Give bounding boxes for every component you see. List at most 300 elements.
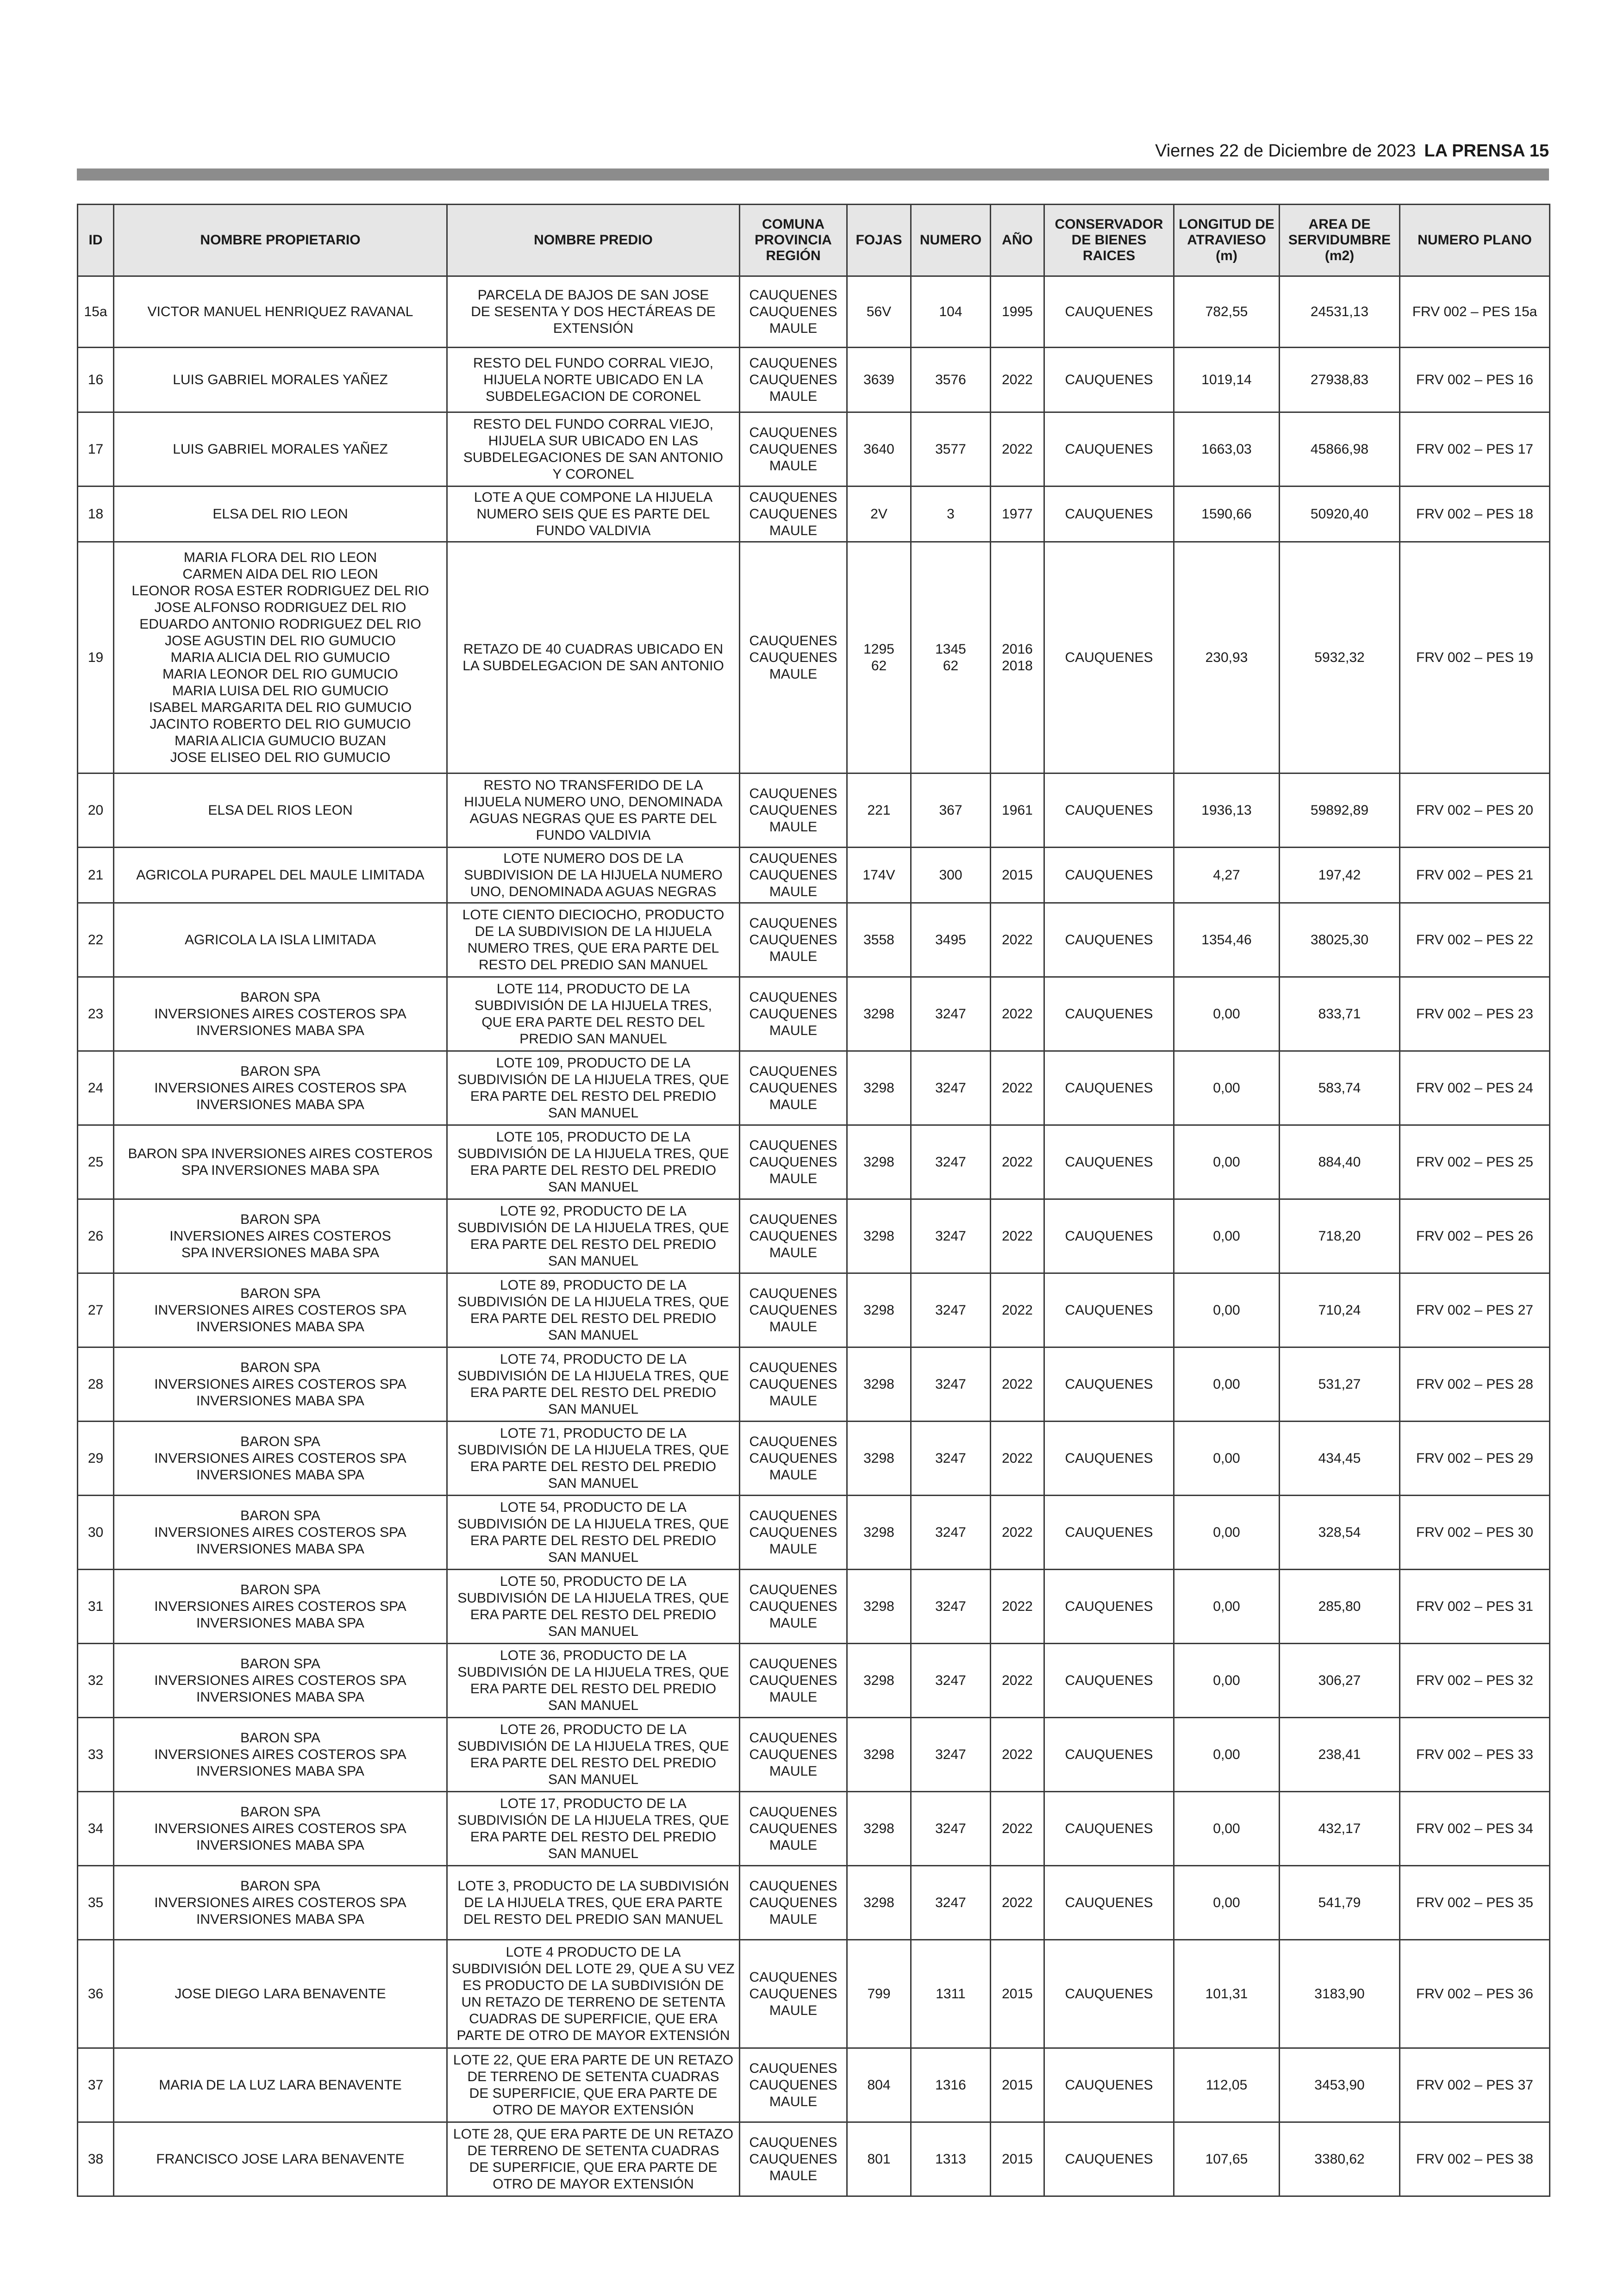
- cell-fojas: 799: [847, 1940, 911, 2048]
- cell-comuna: CAUQUENES CAUQUENES MAULE: [740, 348, 847, 412]
- cell-id: 34: [78, 1792, 114, 1866]
- cell-property-name: RETAZO DE 40 CUADRAS UBICADO EN LA SUBDELEGACION DE SAN ANTONIO: [447, 542, 740, 773]
- cell-length: 4,27: [1174, 848, 1280, 903]
- table-row: [78, 412, 1550, 486]
- cell-owner-name: BARON SPA INVERSIONES AIRES COSTEROS SPA INVERSIONES MABA SPA: [114, 977, 447, 1051]
- cell-owner-name: LUIS GABRIEL MORALES YAÑEZ: [114, 412, 447, 486]
- cell-numero: 3247: [911, 1051, 991, 1125]
- cell-owner-name: AGRICOLA LA ISLA LIMITADA: [114, 903, 447, 977]
- cell-property-name: RESTO DEL FUNDO CORRAL VIEJO, HIJUELA SUR UBICADO EN LAS SUBDELEGACIONES DE SAN ANTONIO Y CORONEL: [447, 412, 740, 486]
- cell-plan-number: FRV 002 – PES 31: [1400, 1570, 1550, 1644]
- cell-owner-name: BARON SPA INVERSIONES AIRES COSTEROS SPA INVERSIONES MABA SPA: [114, 1792, 447, 1866]
- cell-owner-name: BARON SPA INVERSIONES AIRES COSTEROS SPA INVERSIONES MABA SPA: [114, 1644, 447, 1718]
- cell-id: 32: [78, 1644, 114, 1718]
- cell-area: 583,74: [1280, 1051, 1400, 1125]
- column-header-property-name: NOMBRE PREDIO: [447, 205, 740, 276]
- table-row: [78, 903, 1550, 977]
- cell-year: 1995: [991, 276, 1044, 348]
- cell-conservador: CAUQUENES: [1044, 1644, 1174, 1718]
- cell-area: 38025,30: [1280, 903, 1400, 977]
- cell-length: 0,00: [1174, 977, 1280, 1051]
- cell-numero: 1316: [911, 2048, 991, 2122]
- cell-area: 238,41: [1280, 1718, 1400, 1792]
- cell-fojas: 221: [847, 773, 911, 848]
- cell-area: 27938,83: [1280, 348, 1400, 412]
- cell-numero: 3247: [911, 1422, 991, 1496]
- cell-conservador: CAUQUENES: [1044, 1792, 1174, 1866]
- cell-length: 0,00: [1174, 1347, 1280, 1422]
- cell-fojas: 3298: [847, 1422, 911, 1496]
- cell-fojas: 804: [847, 2048, 911, 2122]
- cell-area: 328,54: [1280, 1496, 1400, 1570]
- cell-year: 2015: [991, 1940, 1044, 2048]
- cell-comuna: CAUQUENES CAUQUENES MAULE: [740, 2122, 847, 2196]
- cell-conservador: CAUQUENES: [1044, 1570, 1174, 1644]
- column-header-plan-number: NUMERO PLANO: [1400, 205, 1550, 276]
- cell-owner-name: BARON SPA INVERSIONES AIRES COSTEROS SPA INVERSIONES MABA SPA: [114, 1570, 447, 1644]
- cell-plan-number: FRV 002 – PES 24: [1400, 1051, 1550, 1125]
- cell-property-name: LOTE 92, PRODUCTO DE LA SUBDIVISIÓN DE LA HIJUELA TRES, QUE ERA PARTE DEL RESTO DEL PREDIO SAN MANUEL: [447, 1199, 740, 1273]
- cell-plan-number: FRV 002 – PES 21: [1400, 848, 1550, 903]
- cell-owner-name: ELSA DEL RIOS LEON: [114, 773, 447, 848]
- cell-comuna: CAUQUENES CAUQUENES MAULE: [740, 1422, 847, 1496]
- cell-area: 531,27: [1280, 1347, 1400, 1422]
- cell-plan-number: FRV 002 – PES 26: [1400, 1199, 1550, 1273]
- column-header-numero: NUMERO: [911, 205, 991, 276]
- cell-comuna: CAUQUENES CAUQUENES MAULE: [740, 1792, 847, 1866]
- cell-fojas: 3298: [847, 1051, 911, 1125]
- cell-numero: 3247: [911, 1570, 991, 1644]
- cell-plan-number: FRV 002 – PES 19: [1400, 542, 1550, 773]
- table-row: [78, 348, 1550, 412]
- cell-fojas: 1295 62: [847, 542, 911, 773]
- cell-comuna: CAUQUENES CAUQUENES MAULE: [740, 1347, 847, 1422]
- table-row: [78, 2122, 1550, 2196]
- cell-conservador: CAUQUENES: [1044, 2048, 1174, 2122]
- cell-year: 2022: [991, 348, 1044, 412]
- cell-area: 718,20: [1280, 1199, 1400, 1273]
- cell-length: 0,00: [1174, 1422, 1280, 1496]
- cell-property-name: LOTE 26, PRODUCTO DE LA SUBDIVISIÓN DE LA HIJUELA TRES, QUE ERA PARTE DEL RESTO DEL PREDIO SAN MANUEL: [447, 1718, 740, 1792]
- cell-length: 0,00: [1174, 1792, 1280, 1866]
- cell-conservador: CAUQUENES: [1044, 1866, 1174, 1940]
- cell-id: 33: [78, 1718, 114, 1792]
- cell-area: 3183,90: [1280, 1940, 1400, 2048]
- cell-area: 197,42: [1280, 848, 1400, 903]
- cell-fojas: 3640: [847, 412, 911, 486]
- cell-id: 35: [78, 1866, 114, 1940]
- cell-area: 45866,98: [1280, 412, 1400, 486]
- cell-owner-name: BARON SPA INVERSIONES AIRES COSTEROS SPA INVERSIONES MABA SPA: [114, 1866, 447, 1940]
- cell-comuna: CAUQUENES CAUQUENES MAULE: [740, 542, 847, 773]
- cell-conservador: CAUQUENES: [1044, 486, 1174, 542]
- cell-property-name: LOTE A QUE COMPONE LA HIJUELA NUMERO SEIS QUE ES PARTE DEL FUNDO VALDIVIA: [447, 486, 740, 542]
- cell-year: 2022: [991, 412, 1044, 486]
- cell-plan-number: FRV 002 – PES 23: [1400, 977, 1550, 1051]
- cell-owner-name: BARON SPA INVERSIONES AIRES COSTEROS SPA INVERSIONES MABA SPA: [114, 1718, 447, 1792]
- cell-comuna: CAUQUENES CAUQUENES MAULE: [740, 412, 847, 486]
- table-row: [78, 848, 1550, 903]
- cell-property-name: LOTE 36, PRODUCTO DE LA SUBDIVISIÓN DE LA HIJUELA TRES, QUE ERA PARTE DEL RESTO DEL PREDIO SAN MANUEL: [447, 1644, 740, 1718]
- cell-comuna: CAUQUENES CAUQUENES MAULE: [740, 1125, 847, 1199]
- table-row: [78, 2048, 1550, 2122]
- cell-numero: 3247: [911, 1125, 991, 1199]
- cell-id: 21: [78, 848, 114, 903]
- column-header-id: ID: [78, 205, 114, 276]
- cell-year: 2022: [991, 1422, 1044, 1496]
- cell-area: 59892,89: [1280, 773, 1400, 848]
- cell-year: 2022: [991, 1718, 1044, 1792]
- cell-owner-name: BARON SPA INVERSIONES AIRES COSTEROS SPA INVERSIONES MABA SPA: [114, 1199, 447, 1273]
- cell-owner-name: VICTOR MANUEL HENRIQUEZ RAVANAL: [114, 276, 447, 348]
- cell-area: 50920,40: [1280, 486, 1400, 542]
- cell-fojas: 2V: [847, 486, 911, 542]
- cell-year: 2022: [991, 1496, 1044, 1570]
- cell-plan-number: FRV 002 – PES 16: [1400, 348, 1550, 412]
- cell-length: 1663,03: [1174, 412, 1280, 486]
- cell-year: 2022: [991, 1199, 1044, 1273]
- page-header: [77, 139, 1549, 163]
- cell-comuna: CAUQUENES CAUQUENES MAULE: [740, 276, 847, 348]
- cell-length: 0,00: [1174, 1718, 1280, 1792]
- newspaper-page: LA PRENSA 15: [1424, 141, 1549, 161]
- cell-comuna: CAUQUENES CAUQUENES MAULE: [740, 773, 847, 848]
- cell-id: 18: [78, 486, 114, 542]
- cell-plan-number: FRV 002 – PES 27: [1400, 1273, 1550, 1347]
- cell-id: 28: [78, 1347, 114, 1422]
- cell-owner-name: BARON SPA INVERSIONES AIRES COSTEROS SPA INVERSIONES MABA SPA: [114, 1125, 447, 1199]
- cell-id: 30: [78, 1496, 114, 1570]
- cell-owner-name: MARIA FLORA DEL RIO LEON CARMEN AIDA DEL RIO LEON LEONOR ROSA ESTER RODRIGUEZ DEL RIO JOSE ALFONSO RODRIGUEZ DEL RIO EDUARDO ANTONIO RODRIGUEZ DEL RIO JOSE AGUSTIN DEL RIO GUMUCIO MARIA ALICIA DEL RIO GUMUCIO MARIA LEONOR DEL RIO GUMUCIO MARIA LUISA DEL RIO GUMUCIO ISABEL MARGARITA DEL RIO GUMUCIO JACINTO ROBERTO DEL RIO GUMUCIO MARIA ALICIA GUMUCIO BUZAN JOSE ELISEO DEL RIO GUMUCIO: [114, 542, 447, 773]
- cell-length: 1936,13: [1174, 773, 1280, 848]
- cell-comuna: CAUQUENES CAUQUENES MAULE: [740, 1570, 847, 1644]
- table-header: [78, 205, 1550, 276]
- table-row: [78, 1718, 1550, 1792]
- cell-length: 782,55: [1174, 276, 1280, 348]
- cell-comuna: CAUQUENES CAUQUENES MAULE: [740, 1644, 847, 1718]
- cell-comuna: CAUQUENES CAUQUENES MAULE: [740, 903, 847, 977]
- cell-numero: 3247: [911, 1199, 991, 1273]
- cell-numero: 3247: [911, 1644, 991, 1718]
- cell-conservador: CAUQUENES: [1044, 1347, 1174, 1422]
- cell-fojas: 3298: [847, 1866, 911, 1940]
- cell-comuna: CAUQUENES CAUQUENES MAULE: [740, 1273, 847, 1347]
- column-header-year: AÑO: [991, 205, 1044, 276]
- cell-conservador: CAUQUENES: [1044, 412, 1174, 486]
- cell-id: 24: [78, 1051, 114, 1125]
- cell-conservador: CAUQUENES: [1044, 773, 1174, 848]
- cell-id: 25: [78, 1125, 114, 1199]
- cell-year: 2022: [991, 1051, 1044, 1125]
- cell-property-name: LOTE 17, PRODUCTO DE LA SUBDIVISIÓN DE LA HIJUELA TRES, QUE ERA PARTE DEL RESTO DEL PREDIO SAN MANUEL: [447, 1792, 740, 1866]
- cell-fojas: 3298: [847, 1792, 911, 1866]
- cell-id: 16: [78, 348, 114, 412]
- cell-conservador: CAUQUENES: [1044, 276, 1174, 348]
- table-row: [78, 276, 1550, 348]
- cell-fojas: 3298: [847, 1570, 911, 1644]
- cell-conservador: CAUQUENES: [1044, 903, 1174, 977]
- table-row: [78, 977, 1550, 1051]
- cell-area: 710,24: [1280, 1273, 1400, 1347]
- table-row: [78, 1422, 1550, 1496]
- cell-numero: 3247: [911, 1496, 991, 1570]
- cell-year: 2022: [991, 1644, 1044, 1718]
- cell-fojas: 3558: [847, 903, 911, 977]
- cell-property-name: LOTE 74, PRODUCTO DE LA SUBDIVISIÓN DE LA HIJUELA TRES, QUE ERA PARTE DEL RESTO DEL PREDIO SAN MANUEL: [447, 1347, 740, 1422]
- cell-comuna: CAUQUENES CAUQUENES MAULE: [740, 1866, 847, 1940]
- cell-owner-name: FRANCISCO JOSE LARA BENAVENTE: [114, 2122, 447, 2196]
- cell-plan-number: FRV 002 – PES 20: [1400, 773, 1550, 848]
- cell-fojas: 3298: [847, 1125, 911, 1199]
- cell-length: 101,31: [1174, 1940, 1280, 2048]
- table-row: [78, 1496, 1550, 1570]
- cell-numero: 3577: [911, 412, 991, 486]
- cell-property-name: RESTO DEL FUNDO CORRAL VIEJO, HIJUELA NORTE UBICADO EN LA SUBDELEGACION DE CORONEL: [447, 348, 740, 412]
- table-body: [78, 276, 1550, 2196]
- easement-table: [77, 204, 1550, 2197]
- table-row: [78, 773, 1550, 848]
- cell-numero: 3576: [911, 348, 991, 412]
- cell-plan-number: FRV 002 – PES 18: [1400, 486, 1550, 542]
- cell-plan-number: FRV 002 – PES 17: [1400, 412, 1550, 486]
- column-header-owner-name: NOMBRE PROPIETARIO: [114, 205, 447, 276]
- cell-conservador: CAUQUENES: [1044, 1051, 1174, 1125]
- cell-id: 29: [78, 1422, 114, 1496]
- cell-area: 833,71: [1280, 977, 1400, 1051]
- cell-plan-number: FRV 002 – PES 33: [1400, 1718, 1550, 1792]
- cell-comuna: CAUQUENES CAUQUENES MAULE: [740, 2048, 847, 2122]
- cell-numero: 3247: [911, 1347, 991, 1422]
- cell-numero: 104: [911, 276, 991, 348]
- cell-comuna: CAUQUENES CAUQUENES MAULE: [740, 1051, 847, 1125]
- cell-length: 0,00: [1174, 1866, 1280, 1940]
- cell-numero: 3247: [911, 1866, 991, 1940]
- cell-area: 434,45: [1280, 1422, 1400, 1496]
- cell-numero: 1311: [911, 1940, 991, 2048]
- cell-fojas: 3298: [847, 1718, 911, 1792]
- cell-id: 31: [78, 1570, 114, 1644]
- cell-numero: 300: [911, 848, 991, 903]
- cell-plan-number: FRV 002 – PES 15a: [1400, 276, 1550, 348]
- cell-plan-number: FRV 002 – PES 38: [1400, 2122, 1550, 2196]
- cell-property-name: LOTE 105, PRODUCTO DE LA SUBDIVISIÓN DE LA HIJUELA TRES, QUE ERA PARTE DEL RESTO DEL PREDIO SAN MANUEL: [447, 1125, 740, 1199]
- cell-comuna: CAUQUENES CAUQUENES MAULE: [740, 1718, 847, 1792]
- cell-property-name: LOTE 4 PRODUCTO DE LA SUBDIVISIÓN DEL LOTE 29, QUE A SU VEZ ES PRODUCTO DE LA SUBDIVISIÓN DE UN RETAZO DE TERRENO DE SETENTA CUADRAS DE SUPERFICIE, QUE ERA PARTE DE OTRO DE MAYOR EXTENSIÓN: [447, 1940, 740, 2048]
- cell-conservador: CAUQUENES: [1044, 977, 1174, 1051]
- cell-year: 2015: [991, 2048, 1044, 2122]
- cell-property-name: LOTE NUMERO DOS DE LA SUBDIVISION DE LA HIJUELA NUMERO UNO, DENOMINADA AGUAS NEGRAS: [447, 848, 740, 903]
- cell-owner-name: LUIS GABRIEL MORALES YAÑEZ: [114, 348, 447, 412]
- column-header-conservador: CONSERVADOR DE BIENES RAICES: [1044, 205, 1174, 276]
- cell-plan-number: FRV 002 – PES 30: [1400, 1496, 1550, 1570]
- cell-length: 0,00: [1174, 1644, 1280, 1718]
- cell-fojas: 3298: [847, 1273, 911, 1347]
- cell-conservador: CAUQUENES: [1044, 2122, 1174, 2196]
- publication-date: Viernes 22 de Diciembre de 2023: [1155, 141, 1416, 161]
- cell-property-name: LOTE 50, PRODUCTO DE LA SUBDIVISIÓN DE LA HIJUELA TRES, QUE ERA PARTE DEL RESTO DEL PREDIO SAN MANUEL: [447, 1570, 740, 1644]
- cell-comuna: CAUQUENES CAUQUENES MAULE: [740, 486, 847, 542]
- cell-year: 2022: [991, 1347, 1044, 1422]
- cell-numero: 3247: [911, 1273, 991, 1347]
- cell-length: 1019,14: [1174, 348, 1280, 412]
- table-row: [78, 1644, 1550, 1718]
- cell-numero: 3247: [911, 1718, 991, 1792]
- cell-conservador: CAUQUENES: [1044, 1273, 1174, 1347]
- cell-property-name: LOTE 89, PRODUCTO DE LA SUBDIVISIÓN DE LA HIJUELA TRES, QUE ERA PARTE DEL RESTO DEL PREDIO SAN MANUEL: [447, 1273, 740, 1347]
- cell-fojas: 3298: [847, 977, 911, 1051]
- cell-length: 0,00: [1174, 1125, 1280, 1199]
- cell-numero: 3495: [911, 903, 991, 977]
- column-header-area: AREA DE SERVIDUMBRE (m2): [1280, 205, 1400, 276]
- cell-plan-number: FRV 002 – PES 28: [1400, 1347, 1550, 1422]
- table-row: [78, 1125, 1550, 1199]
- cell-id: 20: [78, 773, 114, 848]
- cell-id: 36: [78, 1940, 114, 2048]
- cell-property-name: LOTE 28, QUE ERA PARTE DE UN RETAZO DE TERRENO DE SETENTA CUADRAS DE SUPERFICIE, QUE ERA PARTE DE OTRO DE MAYOR EXTENSIÓN: [447, 2122, 740, 2196]
- cell-fojas: 3298: [847, 1496, 911, 1570]
- cell-conservador: CAUQUENES: [1044, 1718, 1174, 1792]
- cell-plan-number: FRV 002 – PES 29: [1400, 1422, 1550, 1496]
- cell-property-name: LOTE 54, PRODUCTO DE LA SUBDIVISIÓN DE LA HIJUELA TRES, QUE ERA PARTE DEL RESTO DEL PREDIO SAN MANUEL: [447, 1496, 740, 1570]
- table-row: [78, 486, 1550, 542]
- cell-plan-number: FRV 002 – PES 35: [1400, 1866, 1550, 1940]
- cell-plan-number: FRV 002 – PES 25: [1400, 1125, 1550, 1199]
- cell-fojas: 3298: [847, 1347, 911, 1422]
- cell-plan-number: FRV 002 – PES 36: [1400, 1940, 1550, 2048]
- cell-fojas: 3298: [847, 1644, 911, 1718]
- cell-property-name: LOTE 3, PRODUCTO DE LA SUBDIVISIÓN DE LA HIJUELA TRES, QUE ERA PARTE DEL RESTO DEL PREDIO SAN MANUEL: [447, 1866, 740, 1940]
- cell-owner-name: BARON SPA INVERSIONES AIRES COSTEROS SPA INVERSIONES MABA SPA: [114, 1273, 447, 1347]
- cell-property-name: LOTE 109, PRODUCTO DE LA SUBDIVISIÓN DE LA HIJUELA TRES, QUE ERA PARTE DEL RESTO DEL PREDIO SAN MANUEL: [447, 1051, 740, 1125]
- cell-length: 0,00: [1174, 1199, 1280, 1273]
- cell-length: 0,00: [1174, 1051, 1280, 1125]
- cell-length: 107,65: [1174, 2122, 1280, 2196]
- cell-comuna: CAUQUENES CAUQUENES MAULE: [740, 848, 847, 903]
- cell-fojas: 801: [847, 2122, 911, 2196]
- cell-year: 2022: [991, 1273, 1044, 1347]
- cell-conservador: CAUQUENES: [1044, 1125, 1174, 1199]
- cell-comuna: CAUQUENES CAUQUENES MAULE: [740, 1496, 847, 1570]
- cell-length: 0,00: [1174, 1273, 1280, 1347]
- cell-fojas: 174V: [847, 848, 911, 903]
- cell-id: 22: [78, 903, 114, 977]
- cell-owner-name: ELSA DEL RIO LEON: [114, 486, 447, 542]
- cell-year: 2015: [991, 848, 1044, 903]
- cell-year: 2022: [991, 1125, 1044, 1199]
- cell-fojas: 3639: [847, 348, 911, 412]
- cell-id: 23: [78, 977, 114, 1051]
- cell-area: 3453,90: [1280, 2048, 1400, 2122]
- cell-fojas: 56V: [847, 276, 911, 348]
- cell-conservador: CAUQUENES: [1044, 1496, 1174, 1570]
- cell-owner-name: AGRICOLA PURAPEL DEL MAULE LIMITADA: [114, 848, 447, 903]
- table-row: [78, 1866, 1550, 1940]
- cell-id: 37: [78, 2048, 114, 2122]
- cell-owner-name: BARON SPA INVERSIONES AIRES COSTEROS SPA INVERSIONES MABA SPA: [114, 1051, 447, 1125]
- cell-numero: 1313: [911, 2122, 991, 2196]
- cell-comuna: CAUQUENES CAUQUENES MAULE: [740, 977, 847, 1051]
- cell-id: 19: [78, 542, 114, 773]
- cell-area: 3380,62: [1280, 2122, 1400, 2196]
- cell-year: 2022: [991, 903, 1044, 977]
- cell-conservador: CAUQUENES: [1044, 542, 1174, 773]
- cell-comuna: CAUQUENES CAUQUENES MAULE: [740, 1940, 847, 2048]
- cell-property-name: PARCELA DE BAJOS DE SAN JOSE DE SESENTA Y DOS HECTÁREAS DE EXTENSIÓN: [447, 276, 740, 348]
- cell-area: 24531,13: [1280, 276, 1400, 348]
- cell-property-name: RESTO NO TRANSFERIDO DE LA HIJUELA NUMERO UNO, DENOMINADA AGUAS NEGRAS QUE ES PARTE DEL FUNDO VALDIVIA: [447, 773, 740, 848]
- cell-numero: 3: [911, 486, 991, 542]
- table-row: [78, 1199, 1550, 1273]
- cell-fojas: 3298: [847, 1199, 911, 1273]
- cell-length: 0,00: [1174, 1570, 1280, 1644]
- cell-length: 1354,46: [1174, 903, 1280, 977]
- cell-id: 27: [78, 1273, 114, 1347]
- cell-owner-name: MARIA DE LA LUZ LARA BENAVENTE: [114, 2048, 447, 2122]
- cell-year: 2016 2018: [991, 542, 1044, 773]
- cell-year: 1977: [991, 486, 1044, 542]
- cell-plan-number: FRV 002 – PES 22: [1400, 903, 1550, 977]
- cell-owner-name: BARON SPA INVERSIONES AIRES COSTEROS SPA INVERSIONES MABA SPA: [114, 1347, 447, 1422]
- table-row: [78, 1347, 1550, 1422]
- cell-length: 1590,66: [1174, 486, 1280, 542]
- cell-property-name: LOTE 71, PRODUCTO DE LA SUBDIVISIÓN DE LA HIJUELA TRES, QUE ERA PARTE DEL RESTO DEL PREDIO SAN MANUEL: [447, 1422, 740, 1496]
- cell-area: 541,79: [1280, 1866, 1400, 1940]
- cell-plan-number: FRV 002 – PES 32: [1400, 1644, 1550, 1718]
- cell-conservador: CAUQUENES: [1044, 1199, 1174, 1273]
- cell-id: 15a: [78, 276, 114, 348]
- cell-area: 5932,32: [1280, 542, 1400, 773]
- cell-numero: 1345 62: [911, 542, 991, 773]
- cell-owner-name: BARON SPA INVERSIONES AIRES COSTEROS SPA INVERSIONES MABA SPA: [114, 1496, 447, 1570]
- cell-property-name: LOTE 114, PRODUCTO DE LA SUBDIVISIÓN DE LA HIJUELA TRES, QUE ERA PARTE DEL RESTO DEL PREDIO SAN MANUEL: [447, 977, 740, 1051]
- header-row: [78, 205, 1550, 276]
- cell-length: 0,00: [1174, 1496, 1280, 1570]
- cell-year: 2022: [991, 977, 1044, 1051]
- cell-numero: 3247: [911, 977, 991, 1051]
- cell-owner-name: JOSE DIEGO LARA BENAVENTE: [114, 1940, 447, 2048]
- cell-id: 17: [78, 412, 114, 486]
- table-row: [78, 1051, 1550, 1125]
- cell-owner-name: BARON SPA INVERSIONES AIRES COSTEROS SPA INVERSIONES MABA SPA: [114, 1422, 447, 1496]
- cell-id: 38: [78, 2122, 114, 2196]
- table-row: [78, 1570, 1550, 1644]
- cell-numero: 367: [911, 773, 991, 848]
- column-header-length: LONGITUD DE ATRAVIESO (m): [1174, 205, 1280, 276]
- cell-area: 306,27: [1280, 1644, 1400, 1718]
- cell-plan-number: FRV 002 – PES 37: [1400, 2048, 1550, 2122]
- cell-conservador: CAUQUENES: [1044, 848, 1174, 903]
- cell-plan-number: FRV 002 – PES 34: [1400, 1792, 1550, 1866]
- table-row: [78, 1940, 1550, 2048]
- cell-conservador: CAUQUENES: [1044, 348, 1174, 412]
- cell-comuna: CAUQUENES CAUQUENES MAULE: [740, 1199, 847, 1273]
- cell-length: 230,93: [1174, 542, 1280, 773]
- cell-year: 2022: [991, 1792, 1044, 1866]
- cell-year: 1961: [991, 773, 1044, 848]
- column-header-comuna: COMUNA PROVINCIA REGIÓN: [740, 205, 847, 276]
- cell-area: 884,40: [1280, 1125, 1400, 1199]
- cell-area: 432,17: [1280, 1792, 1400, 1866]
- cell-conservador: CAUQUENES: [1044, 1422, 1174, 1496]
- cell-area: 285,80: [1280, 1570, 1400, 1644]
- header-rule: [77, 168, 1549, 181]
- cell-property-name: LOTE 22, QUE ERA PARTE DE UN RETAZO DE TERRENO DE SETENTA CUADRAS DE SUPERFICIE, QUE ERA PARTE DE OTRO DE MAYOR EXTENSIÓN: [447, 2048, 740, 2122]
- cell-year: 2022: [991, 1570, 1044, 1644]
- table-row: [78, 542, 1550, 773]
- cell-year: 2015: [991, 2122, 1044, 2196]
- cell-property-name: LOTE CIENTO DIECIOCHO, PRODUCTO DE LA SUBDIVISION DE LA HIJUELA NUMERO TRES, QUE ERA PARTE DEL RESTO DEL PREDIO SAN MANUEL: [447, 903, 740, 977]
- cell-id: 26: [78, 1199, 114, 1273]
